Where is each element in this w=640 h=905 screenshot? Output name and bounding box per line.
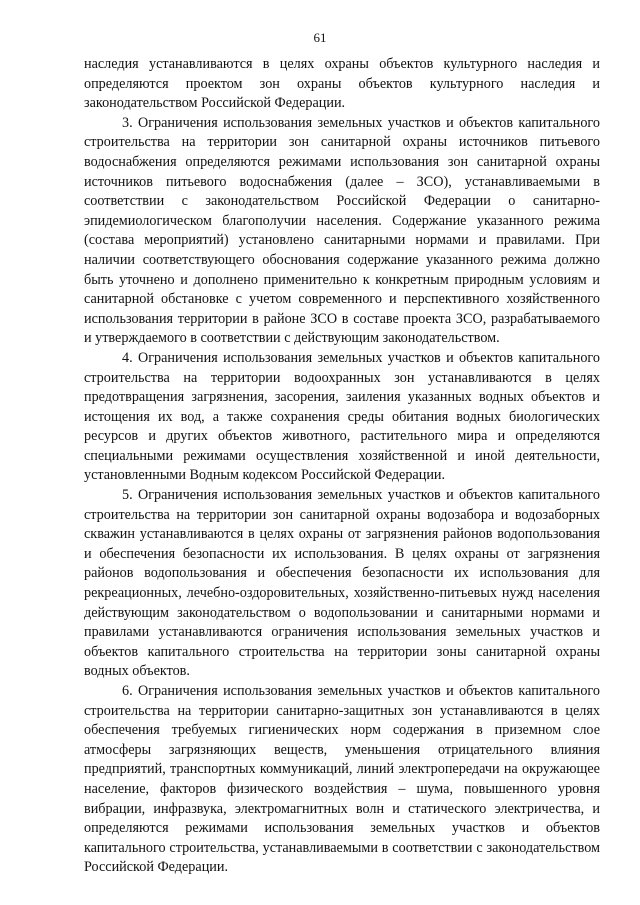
paragraph-item-5: 5. Ограничения использования земельных участков и объектов капитального строительства на территории зон санитарной охраны водозабора и водозаборных скважин устанавливаются в целях охраны от загрязнения районов водопользования и обеспечения безопасности их использования. В целях охраны от загрязнения районов водопользования и обеспечения безопасности их использования для рекреационных, лечебно-оздоровительных, хозяйственно-питьевых нужд населения действующим законодательством о водопользовании и санитарными нормами и правилами устанавливаются ограничения использования земельных участков и объектов капитального строительства на территории зоны санитарной охраны водных объектов.	[84, 487, 600, 680]
paragraph-item-3: 3. Ограничения использования земельных участков и объектов капитального строительства на территории зон санитарной охраны источников питьевого водоснабжения определяются режимами использования зон санитарной охраны источников питьевого водоснабжения (далее – ЗСО), устанавливаемыми в соответствии с законодательством Российской Федерации о санитарно-эпидемиологическом благополучии населения. Содержание указанного режима (состава мероприятий) установлено санитарными нормами и правилами. При наличии соответствующего обоснования содержание указанного режима должно быть уточнено и дополнено применительно к конкретным природным условиям и санитарной обстановке с учетом современного и перспективного хозяйственного использования территории в районе ЗСО в составе проекта ЗСО, разрабатываемого и утверждаемого в соответствии с действующим законодательством.	[84, 114, 600, 347]
paragraph-item-6: 6. Ограничения использования земельных участков и объектов капитального строительства на территории санитарно-защитных зон устанавливаются в целях обеспечения требуемых гигиенических норм содержания в приземном слое атмосферы загрязняющих веществ, уменьшения отрицательного влияния предприятий, транспортных коммуникаций, линий электропередачи на окружающее население, факторов физического воздействия – шума, повышенного уровня вибрации, инфразвука, электромагнитных волн и статического электричества, и определяются режимами использования земельных участков и объектов капитального строительства, устанавливаемыми в соответствии с законодательством Российской Федерации.	[84, 683, 600, 876]
page-number: 61	[313, 30, 327, 45]
document-body	[84, 55, 600, 878]
paragraph-continuation: наследия устанавливаются в целях охраны объектов культурного наследия и определяются проектом зон охраны объектов культурного наследия и законодательством Российской Федерации.	[84, 56, 600, 112]
paragraph-item-4: 4. Ограничения использования земельных участков и объектов капитального строительства на территории водоохранных зон устанавливаются в целях предотвращения загрязнения, засорения, заиления указанных водных объектов и истощения их вод, а также сохранения среды обитания водных биологических ресурсов и других объектов животного, растительного мира и определяются специальными режимами осуществления хозяйственной и иной деятельности, установленными Водным кодексом Российской Федерации.	[84, 349, 600, 484]
